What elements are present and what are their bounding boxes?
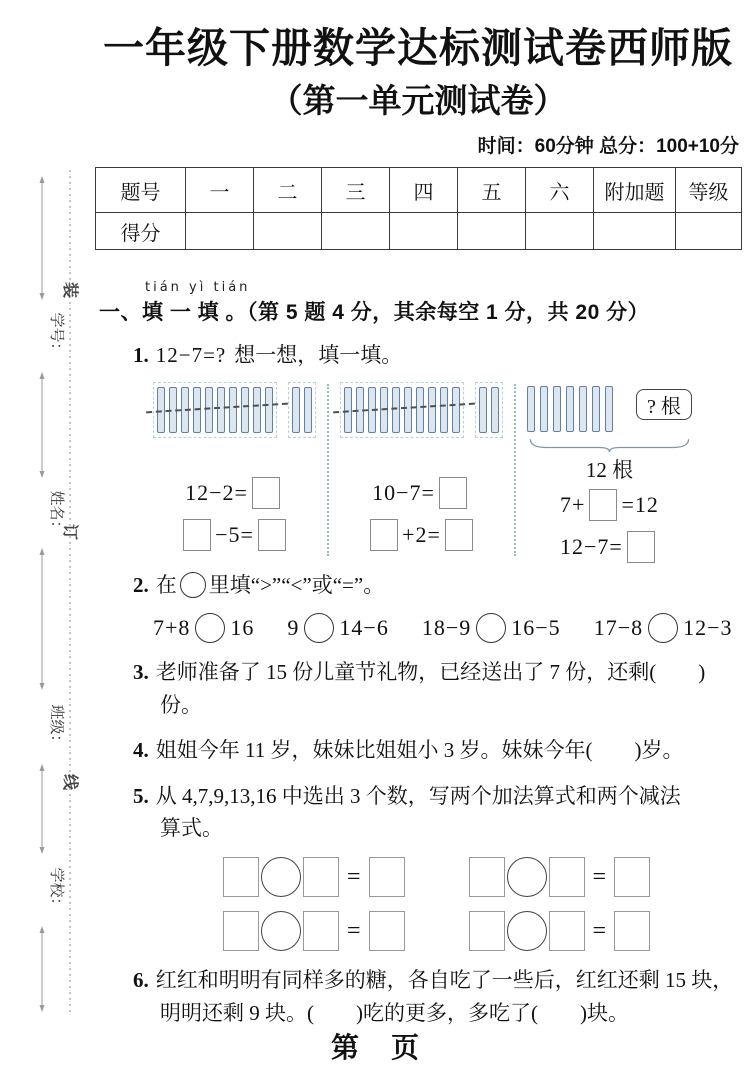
section-one-title bbox=[95, 296, 741, 326]
compare-circle bbox=[507, 857, 547, 897]
equation-text: = bbox=[347, 917, 361, 944]
equation-text: 16−5 bbox=[511, 615, 561, 641]
stick bbox=[452, 387, 460, 433]
equation bbox=[179, 514, 290, 556]
margin-label: 学号： bbox=[48, 312, 65, 358]
binding-margin bbox=[0, 0, 100, 1080]
score-table-col-header: 六 bbox=[526, 168, 594, 213]
question-4-number: 4. bbox=[133, 738, 149, 763]
stick-panel bbox=[340, 382, 503, 556]
score-blank-cell bbox=[526, 213, 594, 250]
question-2-text bbox=[156, 573, 384, 597]
seal-line-char: 装 bbox=[61, 281, 78, 299]
equation-text: 14−6 bbox=[339, 615, 389, 641]
equation-text: 12−2= bbox=[185, 479, 248, 505]
compare-circle bbox=[304, 613, 334, 643]
equation-text: = bbox=[592, 917, 607, 944]
stick bbox=[527, 386, 535, 432]
answer-box bbox=[369, 911, 405, 951]
equation-text: +2= bbox=[402, 521, 441, 547]
answer-box bbox=[252, 477, 280, 509]
score-blank-cell bbox=[594, 213, 676, 250]
loose-sticks bbox=[475, 382, 503, 438]
query-count-box: ? 根 bbox=[636, 389, 692, 420]
answer-box bbox=[303, 857, 339, 897]
total-count-label: 12 根 bbox=[585, 457, 634, 482]
arrow-down-icon bbox=[40, 683, 45, 690]
panel-divider bbox=[514, 384, 516, 556]
question-4 bbox=[95, 734, 741, 767]
section-note: （第 5 题 4 分，其余每空 1 分，共 20 分） bbox=[247, 301, 650, 325]
answer-box bbox=[369, 857, 405, 897]
score-blank-cell bbox=[676, 213, 742, 250]
question-6 bbox=[95, 964, 741, 1029]
arrow-up-icon bbox=[40, 764, 45, 771]
stick bbox=[605, 386, 613, 432]
equation-text: 7+ bbox=[560, 491, 586, 517]
answer-box bbox=[223, 857, 259, 897]
equation-text: 18−9 bbox=[421, 615, 472, 641]
question-2 bbox=[95, 569, 741, 602]
answer-box bbox=[614, 857, 650, 897]
arrow-down-icon bbox=[40, 293, 45, 300]
equation-template bbox=[469, 857, 651, 897]
stick-bundle bbox=[153, 382, 277, 438]
answer-box bbox=[445, 519, 473, 551]
equation-template bbox=[223, 911, 405, 951]
answer-box bbox=[258, 519, 286, 551]
question-4-text: 姐姐今年 11 岁，妹妹比姐姐小 3 岁。妹妹今年( )岁。 bbox=[155, 738, 684, 763]
page-subtitle: （第一单元测试卷） bbox=[269, 82, 567, 120]
score-blank-cell bbox=[458, 213, 526, 250]
equation-text: 7+8 bbox=[153, 615, 191, 641]
stick bbox=[392, 387, 400, 433]
comparison-item bbox=[153, 613, 254, 643]
equation bbox=[560, 484, 659, 526]
score-table-col-header: 等级 bbox=[676, 168, 742, 213]
loose-sticks bbox=[288, 382, 316, 438]
equation bbox=[366, 472, 477, 514]
stick bbox=[479, 387, 487, 433]
stick bbox=[440, 387, 448, 433]
pinyin-annotation: tián yì tián bbox=[145, 280, 251, 296]
stick bbox=[292, 387, 300, 433]
page-title: 一年级下册数学达标测试卷西师版 bbox=[103, 25, 733, 71]
answer-box bbox=[627, 531, 655, 563]
equation-template bbox=[223, 857, 405, 897]
stick bbox=[540, 386, 548, 432]
equation-text: −5= bbox=[215, 521, 254, 547]
margin-label: 学校： bbox=[48, 867, 65, 913]
arrow-down-icon bbox=[40, 471, 45, 478]
section-one-heading bbox=[95, 280, 741, 326]
sticks-row bbox=[153, 382, 316, 438]
score-row-label: 得分 bbox=[96, 213, 186, 250]
stick-bundle bbox=[340, 382, 464, 438]
answer-box bbox=[614, 911, 650, 951]
comparison-item bbox=[594, 613, 733, 643]
equation-text: 17−8 bbox=[593, 615, 644, 641]
equations bbox=[366, 472, 477, 556]
score-table-col-header: 三 bbox=[322, 168, 390, 213]
question-6-line2: 明明还剩 9 块。( )吃的更多，多吃了( )块。 bbox=[160, 1000, 629, 1025]
equation-text: 16 bbox=[230, 615, 255, 641]
section-index: 一、 bbox=[99, 301, 142, 325]
arrow-up-icon bbox=[40, 548, 45, 555]
arrow-up-icon bbox=[40, 926, 45, 933]
question-2-number: 2. bbox=[133, 572, 149, 597]
stick-panel bbox=[153, 382, 316, 556]
equation-text: 9 bbox=[287, 615, 300, 641]
stick bbox=[304, 387, 312, 433]
question-5-line2: 算式。 bbox=[160, 816, 223, 841]
loose-sticks bbox=[527, 382, 613, 436]
sticks-panels bbox=[153, 382, 741, 559]
comparison-item bbox=[422, 613, 561, 643]
stick-panel bbox=[527, 382, 692, 559]
answer-box bbox=[303, 911, 339, 951]
equation-text: 12−7= bbox=[560, 533, 623, 559]
question-6-number: 6. bbox=[133, 968, 149, 993]
comparison-row bbox=[153, 613, 741, 643]
stick bbox=[491, 387, 499, 433]
question-3-text: 老师准备了 15 份儿童节礼物，已经送出了 7 份，还剩( )份。 bbox=[155, 660, 706, 717]
arrow-down-icon bbox=[40, 847, 45, 854]
answer-box bbox=[183, 519, 211, 551]
question-1-text: 想一想，填一填。 bbox=[234, 343, 403, 368]
compare-circle bbox=[261, 911, 301, 951]
page-footer: 第 页 bbox=[330, 1032, 421, 1063]
equation bbox=[366, 514, 477, 556]
question-6-line1: 红红和明明有同样多的糖，各自吃了一些后，红红还剩 15 块， bbox=[155, 968, 734, 993]
equation-templates bbox=[223, 857, 650, 951]
stick bbox=[205, 387, 213, 433]
answer-box bbox=[549, 911, 585, 951]
stick bbox=[416, 387, 424, 433]
stick bbox=[241, 387, 249, 433]
content bbox=[95, 24, 741, 1029]
score-blank-cell bbox=[390, 213, 458, 250]
margin-label: 班级： bbox=[48, 704, 65, 750]
answer-box bbox=[439, 477, 467, 509]
equation-template bbox=[469, 911, 651, 951]
score-blank-cell bbox=[186, 213, 254, 250]
answer-box bbox=[223, 911, 259, 951]
arrow-up-icon bbox=[40, 372, 45, 379]
stick bbox=[579, 386, 587, 432]
score-table-score-row bbox=[96, 213, 742, 250]
question-3 bbox=[95, 656, 741, 721]
answer-box bbox=[370, 519, 398, 551]
arrow-down-icon bbox=[40, 1005, 45, 1012]
seal-line-char: 订 bbox=[61, 523, 78, 541]
score-table-col-header: 四 bbox=[390, 168, 458, 213]
equation bbox=[560, 526, 659, 568]
equation-text: = bbox=[592, 863, 607, 890]
panel-divider bbox=[327, 384, 329, 556]
answer-box bbox=[549, 857, 585, 897]
equation-text: =12 bbox=[621, 491, 659, 517]
answer-box bbox=[589, 489, 617, 521]
equation-text: = bbox=[347, 863, 361, 890]
score-table-col-header: 附加题 bbox=[594, 168, 676, 213]
equation-text: 10−7= bbox=[372, 479, 435, 505]
section-word: 填 一 填 。 bbox=[142, 301, 248, 325]
score-table-header-row bbox=[96, 168, 742, 213]
question-1 bbox=[95, 339, 741, 372]
equations bbox=[179, 472, 290, 556]
score-table-corner: 题号 bbox=[96, 168, 186, 213]
sticks-row bbox=[527, 382, 692, 436]
equation-text: 在 bbox=[155, 572, 177, 597]
question-5 bbox=[95, 780, 741, 845]
brace-icon bbox=[527, 437, 692, 452]
stick bbox=[217, 387, 225, 433]
question-1-number: 1. bbox=[133, 343, 149, 368]
score-table-col-header: 二 bbox=[254, 168, 322, 213]
stick bbox=[566, 386, 574, 432]
stick bbox=[229, 387, 237, 433]
stick bbox=[265, 387, 273, 433]
question-5-line1: 从 4,7,9,13,16 中选出 3 个数，写两个加法算式和两个减法 bbox=[155, 783, 681, 808]
seal-line-char: 线 bbox=[61, 773, 78, 791]
stick bbox=[592, 386, 600, 432]
compare-circle bbox=[476, 613, 506, 643]
arrow-up-icon bbox=[40, 176, 45, 183]
answer-box bbox=[469, 857, 505, 897]
compare-circle bbox=[507, 911, 547, 951]
compare-circle bbox=[180, 572, 206, 598]
score-table bbox=[95, 167, 742, 250]
compare-circle bbox=[261, 857, 301, 897]
compare-circle bbox=[195, 613, 225, 643]
equation-text: 12−3 bbox=[683, 615, 733, 641]
sticks-row bbox=[340, 382, 503, 438]
score-blank-cell bbox=[322, 213, 390, 250]
question-3-number: 3. bbox=[133, 660, 149, 685]
equation bbox=[179, 472, 290, 514]
question-5-number: 5. bbox=[133, 783, 149, 808]
stick bbox=[404, 387, 412, 433]
stick bbox=[428, 387, 436, 433]
score-table-col-header: 一 bbox=[186, 168, 254, 213]
equation-text: 里填“>”“<”或“=”。 bbox=[208, 572, 385, 597]
exam-info: 时间：60分钟 总分：100+10分 bbox=[477, 136, 739, 158]
stick bbox=[253, 387, 261, 433]
score-blank-cell bbox=[254, 213, 322, 250]
answer-box bbox=[469, 911, 505, 951]
question-1-math: 12−7=? bbox=[155, 343, 227, 368]
equations bbox=[560, 484, 659, 568]
score-table-col-header: 五 bbox=[458, 168, 526, 213]
margin-label: 姓名： bbox=[48, 490, 65, 536]
compare-circle bbox=[648, 613, 678, 643]
comparison-item bbox=[287, 613, 388, 643]
brace bbox=[527, 437, 692, 452]
stick bbox=[553, 386, 561, 432]
